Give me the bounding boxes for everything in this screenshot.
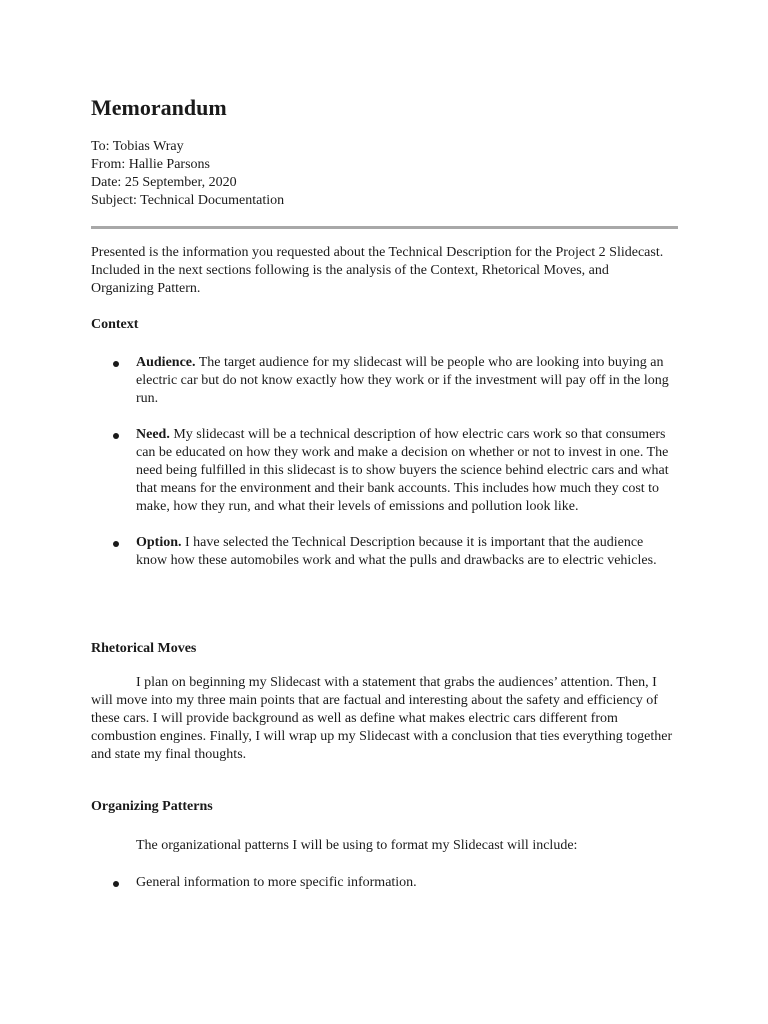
bullet-icon — [113, 433, 119, 439]
context-item-text: The target audience for my slidecast will be people who are looking into buying an electric car but do not know exactly how they work or if the investment will pay off in the long run. — [136, 355, 669, 406]
context-item-text: My slidecast will be a technical description of how electric cars work so that consumers can be educated on how they work and make a decision on whether or not to invest in one. The need being fulfilled in this slidecast is to show buyers the science behind electric cars and what that means for the environment and their bank accounts. This includes how much they cost to make, how they run, and what their levels of emissions and pollution look like. — [136, 427, 669, 514]
context-heading: Context — [91, 317, 139, 332]
memo-header — [91, 138, 284, 210]
organizing-patterns-intro: The organizational patterns I will be using to format my Slidecast will include: — [136, 838, 578, 853]
rhetorical-moves-paragraph: I plan on beginning my Slidecast with a statement that grabs the audiences’ attention. Then, I will move into my three main points that are factual and interesting about the safety and efficiency of these cars. I will provide background as well as define what makes electric cars different from combustion engines. Finally, I will wrap up my Slidecast with a conclusion that ties everything together and state my final thoughts. — [91, 675, 673, 762]
organizing-list — [91, 874, 676, 892]
header-divider — [91, 226, 678, 229]
memo-date: Date: 25 September, 2020 — [91, 175, 237, 190]
memo-from: From: Hallie Parsons — [91, 157, 210, 172]
context-list — [91, 354, 676, 570]
intro-paragraph: Presented is the information you requested about the Technical Description for the Project 2 Slidecast. Included in the next sections following is the analysis of the Context, Rhetorical Moves, and Organizing Pattern. — [91, 245, 664, 296]
memo-subject: Subject: Technical Documentation — [91, 193, 285, 208]
context-item-option — [91, 534, 676, 570]
context-item-text: I have selected the Technical Description because it is important that the audience know how these automobiles work and what the pulls and drawbacks are to electric vehicles. — [136, 535, 657, 568]
organizing-item — [91, 874, 676, 892]
memo-to: To: Tobias Wray — [91, 139, 184, 154]
bullet-icon — [113, 881, 119, 887]
context-item-label: Need. — [136, 427, 170, 442]
context-item-audience — [91, 354, 676, 408]
organizing-item-text: General information to more specific information. — [136, 875, 417, 890]
organizing-patterns-heading: Organizing Patterns — [91, 799, 213, 814]
context-item-label: Audience. — [136, 355, 196, 370]
rhetorical-moves-heading: Rhetorical Moves — [91, 641, 197, 656]
context-item-need — [91, 426, 676, 516]
bullet-icon — [113, 361, 119, 367]
memo-title: Memorandum — [91, 95, 227, 120]
context-item-label: Option. — [136, 535, 182, 550]
bullet-icon — [113, 541, 119, 547]
